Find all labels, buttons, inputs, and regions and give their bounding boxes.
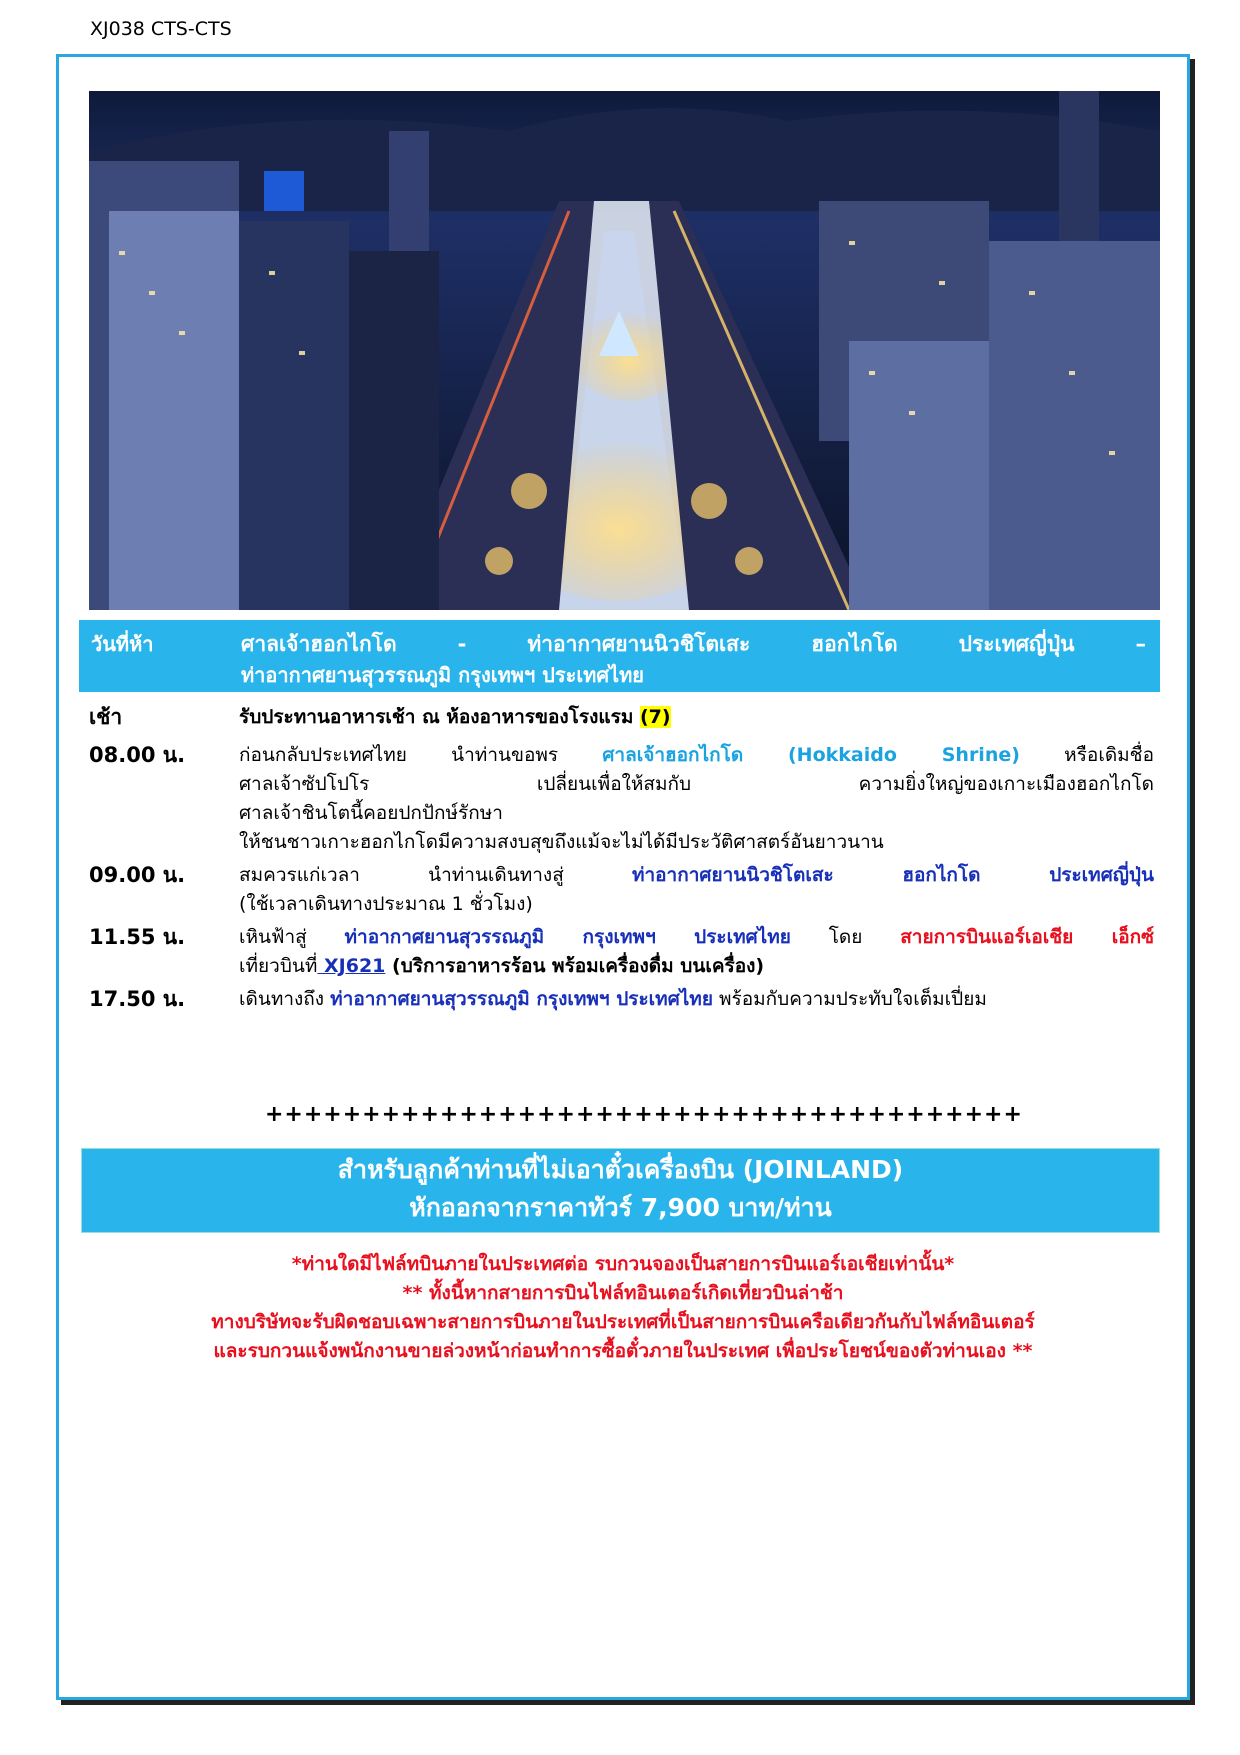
note-line: ทางบริษัทจะรับผิดชอบเฉพาะสายการบินภายในประเทศที่เป็นสายการบินเครือเดียวกันกับไฟล์ทอินเตอร์: [211, 1311, 1035, 1333]
row-description: [239, 703, 1154, 732]
text-line: ให้ชนชาวเกาะฮอกไกโดมีความสงบสุขถึงแม้จะไม่ได้มีประวัติศาสตร์อันยาวนาน: [239, 831, 884, 853]
text-segment: เดินทางถึง: [239, 988, 331, 1010]
airline-name: สายการบินแอร์เอเชีย เอ็กซ์: [900, 926, 1155, 948]
day-label: วันที่ห้า: [91, 632, 154, 656]
text-segment: ก่อนกลับประเทศไทย นำท่านขอพร: [239, 744, 603, 766]
airport-name: ท่าอากาศยานสุวรรณภูมิ กรุงเทพฯ ประเทศไทย: [330, 988, 713, 1010]
time-label: 09.00 น.: [89, 863, 186, 887]
row-description: [239, 923, 1154, 981]
text-line: ศาลเจ้าชินโตนี้คอยปกปักษ์รักษา: [239, 802, 503, 824]
page-frame: [56, 54, 1190, 1700]
note-line: *ท่านใดมีไฟล์ทบินภายในประเทศต่อ รบกวนจองเป็นสายการบินแอร์เอเชียเท่านั้น*: [291, 1253, 955, 1275]
joinland-banner: [81, 1148, 1160, 1233]
day-title-line1: ศาลเจ้าฮอกไกโด - ท่าอากาศยานนิวชิโตเสะ ฮอกไกโด ประเทศญี่ปุ่น –: [241, 632, 1146, 656]
day-title-line2: ท่าอากาศยานสุวรรณภูมิ กรุงเทพฯ ประเทศไทย: [241, 663, 644, 687]
time-label: เช้า: [89, 705, 123, 729]
row-description: [239, 741, 1154, 857]
joinland-line1: สำหรับลูกค้าท่านที่ไม่เอาตั๋วเครื่องบิน (JOINLAND): [337, 1155, 904, 1184]
meal-code: (7): [639, 706, 671, 728]
time-label: 08.00 น.: [89, 743, 186, 767]
day-header: [79, 620, 1160, 692]
time-label: 11.55 น.: [89, 925, 186, 949]
text-line: ศาลเจ้าซัปโปโร เปลี่ยนเพื่อให้สมกับ ความยิ่งใหญ่ของเกาะเมืองฮอกไกโด: [239, 773, 1154, 795]
note-line: ** ทั้งนี้หากสายการบินไฟล์ทอินเตอร์เกิดเที่ยวบินล่าช้า: [402, 1282, 844, 1304]
note-line: และรบกวนแจ้งพนักงานขายล่วงหน้าก่อนทำการซื้อตั๋วภายในประเทศ เพื่อประโยชน์ของตัวท่านเอง **: [213, 1340, 1033, 1362]
city-night-photo: [89, 91, 1160, 610]
text-segment: เที่ยวบินที่: [239, 955, 318, 977]
meal-service: (บริการอาหารร้อน พร้อมเครื่องดื่ม บนเครื่อง): [385, 955, 765, 977]
joinland-line2: หักออกจากราคาทัวร์ 7,900 บาท/ท่าน: [409, 1193, 832, 1222]
document-code: XJ038 CTS-CTS: [90, 18, 232, 40]
text-segment: พร้อมกับความประทับใจเต็มเปี่ยม: [712, 988, 987, 1010]
shrine-name: ศาลเจ้าฮอกไกโด (Hokkaido Shrine): [602, 744, 1020, 766]
notes-block: [59, 1250, 1187, 1366]
flight-number-link[interactable]: XJ621: [317, 955, 386, 977]
row-description: [239, 861, 1154, 919]
text-line: (ใช้เวลาเดินทางประมาณ 1 ชั่วโมง): [239, 893, 533, 915]
airport-name: ท่าอากาศยานนิวชิโตเสะ ฮอกไกโด ประเทศญี่ปุ่น: [631, 864, 1154, 886]
time-label: 17.50 น.: [89, 987, 186, 1011]
airport-name: ท่าอากาศยานสุวรรณภูมิ กรุงเทพฯ ประเทศไทย: [344, 926, 791, 948]
text-segment: หรือเดิมชื่อ: [1019, 744, 1154, 766]
text-segment: โดย: [790, 926, 901, 948]
text-segment: เหินฟ้าสู่: [239, 926, 345, 948]
row-description: [239, 985, 1154, 1014]
text-segment: สมควรแก่เวลา นำท่านเดินทางสู่: [239, 864, 632, 886]
breakfast-text: รับประทานอาหารเช้า ณ ห้องอาหารของโรงแรม: [239, 706, 640, 728]
separator-line: +++++++++++++++++++++++++++++++++++++++: [265, 1102, 1023, 1127]
